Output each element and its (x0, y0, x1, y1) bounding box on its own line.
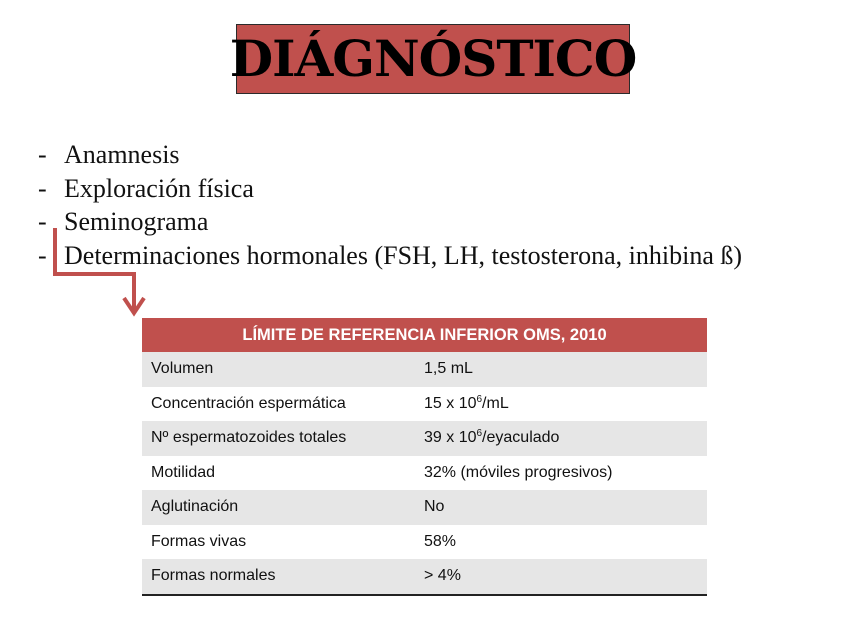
table-row: Nº espermatozoides totales 39 x $10^6$/eyaculado (142, 421, 707, 456)
table-row: Volumen 1,5 mL (142, 352, 707, 387)
bullet-item: - Seminograma (38, 207, 209, 236)
table-row: Motilidad 32% (móviles progresivos) (151, 463, 613, 481)
table-row: Formas vivas 58% (151, 532, 457, 550)
page-title: DIÁGNÓSTICO (229, 29, 637, 88)
bullet-item: - Anamnesis (38, 140, 180, 169)
bullet-item: - Exploración física (38, 173, 254, 203)
reference-table (142, 318, 707, 596)
table-bottom-rule (142, 594, 707, 596)
table-row: Aglutinación No (142, 490, 707, 525)
bullet-item: - Determinaciones hormonales (FSH, LH, testosterona, inhibina ß) (38, 240, 743, 270)
table-row: Concentración espermática 15 x $10^6/mL$ (151, 393, 509, 412)
table-header: LÍMITE DE REFERENCIA INFERIOR OMS, 2010 (142, 318, 707, 352)
table-row: Formas normales > 4% (142, 559, 707, 594)
